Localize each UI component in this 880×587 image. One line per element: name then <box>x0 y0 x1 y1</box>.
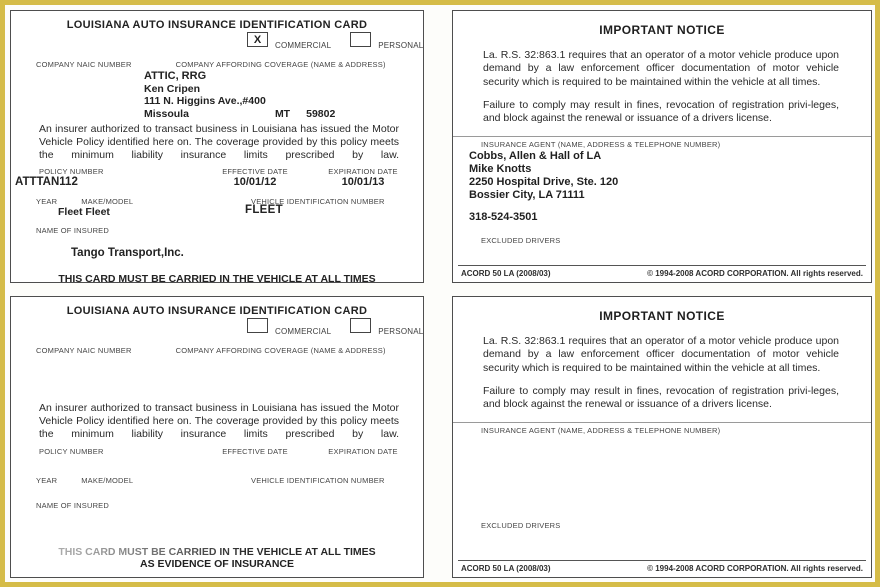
important-notice-top <box>452 10 872 283</box>
empty-company-area <box>11 355 423 399</box>
company-street: 111 N. Higgins Ave.,#400 <box>144 95 266 108</box>
insured-name-value: Tango Transport,Inc. <box>71 247 184 260</box>
expiration-date-group <box>317 167 409 189</box>
make-model-label: MAKE/MODEL <box>81 476 134 486</box>
carry-notice-line1: THIS CARD MUST BE CARRIED IN THE VEHICLE AT ALL TIMES <box>58 273 376 283</box>
commercial-checkbox[interactable] <box>247 318 268 333</box>
expiration-date-group <box>317 447 409 456</box>
carry-notice-line2: AS EVIDENCE OF INSURANCE <box>139 558 295 571</box>
coverage-type-row <box>247 32 423 54</box>
company-contact: Ken Cripen <box>144 82 201 95</box>
insured-label: NAME OF INSURED <box>36 501 110 511</box>
policy-row <box>11 447 423 456</box>
expiration-date-label: EXPIRATION DATE <box>328 167 398 177</box>
policy-row <box>11 167 423 189</box>
important-notice-bottom-blank <box>452 296 872 578</box>
company-state: MT <box>274 107 291 120</box>
effective-date-value: 10/01/12 <box>233 176 277 189</box>
vin-label: VEHICLE IDENTIFICATION NUMBER <box>251 476 385 486</box>
notice-paragraph-2: Failure to comply may result in fines, revocation of registration privi-leges, and block against the renewal or issuance of a drivers license. <box>483 98 839 125</box>
company-name: ATTIC, RRG <box>144 70 207 82</box>
notice-paragraph-1: La. R.S. 32:863.1 requires that an operator of a motor vehicle produce upon demand by a law enforcement officer documentation of motor vehicle security which is required to be maintained within the vehicle at all times. <box>483 49 839 88</box>
important-notice-title: IMPORTANT NOTICE <box>599 309 725 323</box>
notice-paragraph-2: Failure to comply may result in fines, revocation of registration privi-leges, and block against the renewal or issuance of a drivers license. <box>483 384 839 411</box>
vehicle-labels <box>11 197 251 206</box>
insurance-agent-label: INSURANCE AGENT (NAME, ADDRESS & TELEPHONE NUMBER) <box>481 139 721 149</box>
insurance-agent-section <box>453 136 871 224</box>
effective-date-label: EFFECTIVE DATE <box>222 447 288 457</box>
agent-contact: Mike Knotts <box>469 162 532 175</box>
agent-name: Cobbs, Allen & Hall of LA <box>469 149 602 162</box>
insurance-agent-label: INSURANCE AGENT (NAME, ADDRESS & TELEPHONE NUMBER) <box>481 425 721 435</box>
commercial-checkbox[interactable]: X <box>247 32 268 47</box>
policy-number-group <box>11 447 209 456</box>
make-model-group <box>11 476 251 485</box>
commercial-label: COMMERCIAL <box>275 327 332 336</box>
id-card-bottom-blank <box>10 296 424 578</box>
carry-notice-line1: THIS CARD MUST BE CARRIED IN THE VEHICLE AT ALL TIMES <box>11 546 423 558</box>
vehicle-row <box>11 197 423 218</box>
vehicle-row <box>11 476 423 485</box>
agent-street: 2250 Hospital Drive, Ste. 120 <box>469 176 619 189</box>
year-label: YEAR <box>36 476 58 486</box>
acord-footer <box>458 560 866 575</box>
id-card-title: LOUISIANA AUTO INSURANCE IDENTIFICATION CARD <box>66 305 368 317</box>
agent-phone: 318-524-3501 <box>469 211 538 224</box>
effective-date-group <box>209 447 301 456</box>
notice-paragraph-1: La. R.S. 32:863.1 requires that an operator of a motor vehicle produce upon demand by a law enforcement officer documentation of motor vehicle security which is required to be maintained within the vehicle at all times. <box>483 335 839 374</box>
year-label: YEAR <box>36 197 58 207</box>
agent-city: Bossier City, LA 71111 <box>469 189 585 202</box>
id-card-title: LOUISIANA AUTO INSURANCE IDENTIFICATION CARD <box>66 19 368 31</box>
commercial-label: COMMERCIAL <box>275 41 332 50</box>
company-labels-row <box>11 346 423 355</box>
make-model-group <box>11 197 251 218</box>
company-affording-label: COMPANY AFFORDING COVERAGE (NAME & ADDRESS) <box>175 346 386 355</box>
id-card-top <box>10 10 424 283</box>
company-labels-row <box>11 60 423 69</box>
effective-date-label: EFFECTIVE DATE <box>222 167 288 177</box>
insurer-legal-text: An insurer authorized to transact business in Louisiana has issued the Motor Vehicle Policy identified here on. The coverage provided by this policy meets the minimum liability insurance limits prescribed by law. <box>39 402 399 441</box>
acord-copyright: © 1994-2008 ACORD CORPORATION. All rights reserved. <box>647 564 863 573</box>
personal-label: PERSONAL <box>378 41 424 50</box>
vin-value: FLEET <box>245 204 283 217</box>
insurance-agent-section <box>453 422 871 508</box>
effective-date-group <box>209 167 301 189</box>
policy-number-label: POLICY NUMBER <box>39 167 104 177</box>
company-affording-label: COMPANY AFFORDING COVERAGE (NAME & ADDRESS) <box>175 60 386 69</box>
acord-footer <box>458 265 866 280</box>
expiration-date-value: 10/01/13 <box>341 176 385 189</box>
personal-checkbox[interactable] <box>350 318 371 333</box>
expiration-date-label: EXPIRATION DATE <box>328 447 398 457</box>
make-model-label: MAKE/MODEL <box>81 197 134 207</box>
insured-label: NAME OF INSURED <box>36 226 110 236</box>
personal-label: PERSONAL <box>378 327 424 336</box>
vin-group <box>251 476 423 485</box>
policy-number-value: ATTTAN112 <box>15 176 78 189</box>
naic-number-label: COMPANY NAIC NUMBER <box>36 60 132 69</box>
vin-label: VEHICLE IDENTIFICATION NUMBER <box>251 197 385 207</box>
vin-group <box>245 197 423 218</box>
acord-form-code: ACORD 50 LA (2008/03) <box>461 269 551 278</box>
reverse-side-note <box>11 576 423 578</box>
make-model-value: Fleet Fleet <box>58 206 110 219</box>
policy-number-group <box>11 167 209 189</box>
personal-checkbox[interactable] <box>350 32 371 47</box>
empty-agent-area <box>469 436 871 508</box>
important-notice-title: IMPORTANT NOTICE <box>599 23 725 37</box>
insurance-agent-block <box>469 150 871 203</box>
excluded-drivers-label: EXCLUDED DRIVERS <box>481 236 561 246</box>
company-city-row <box>144 108 423 120</box>
acord-form-code: ACORD 50 LA (2008/03) <box>461 564 551 573</box>
company-zip: 59802 <box>306 107 336 120</box>
vehicle-labels <box>11 476 251 485</box>
policy-number-label: POLICY NUMBER <box>39 447 104 457</box>
company-city: Missoula <box>144 107 189 120</box>
naic-number-label: COMPANY NAIC NUMBER <box>36 346 132 355</box>
company-address-block <box>144 70 423 120</box>
acord-copyright: © 1994-2008 ACORD CORPORATION. All rights reserved. <box>647 269 863 278</box>
excluded-drivers-label: EXCLUDED DRIVERS <box>481 520 561 530</box>
coverage-type-row <box>247 318 423 340</box>
insurer-legal-text: An insurer authorized to transact business in Louisiana has issued the Motor Vehicle Policy identified here on. The coverage provided by this policy meets the minimum liability insurance limits prescribed by law. <box>39 123 399 162</box>
